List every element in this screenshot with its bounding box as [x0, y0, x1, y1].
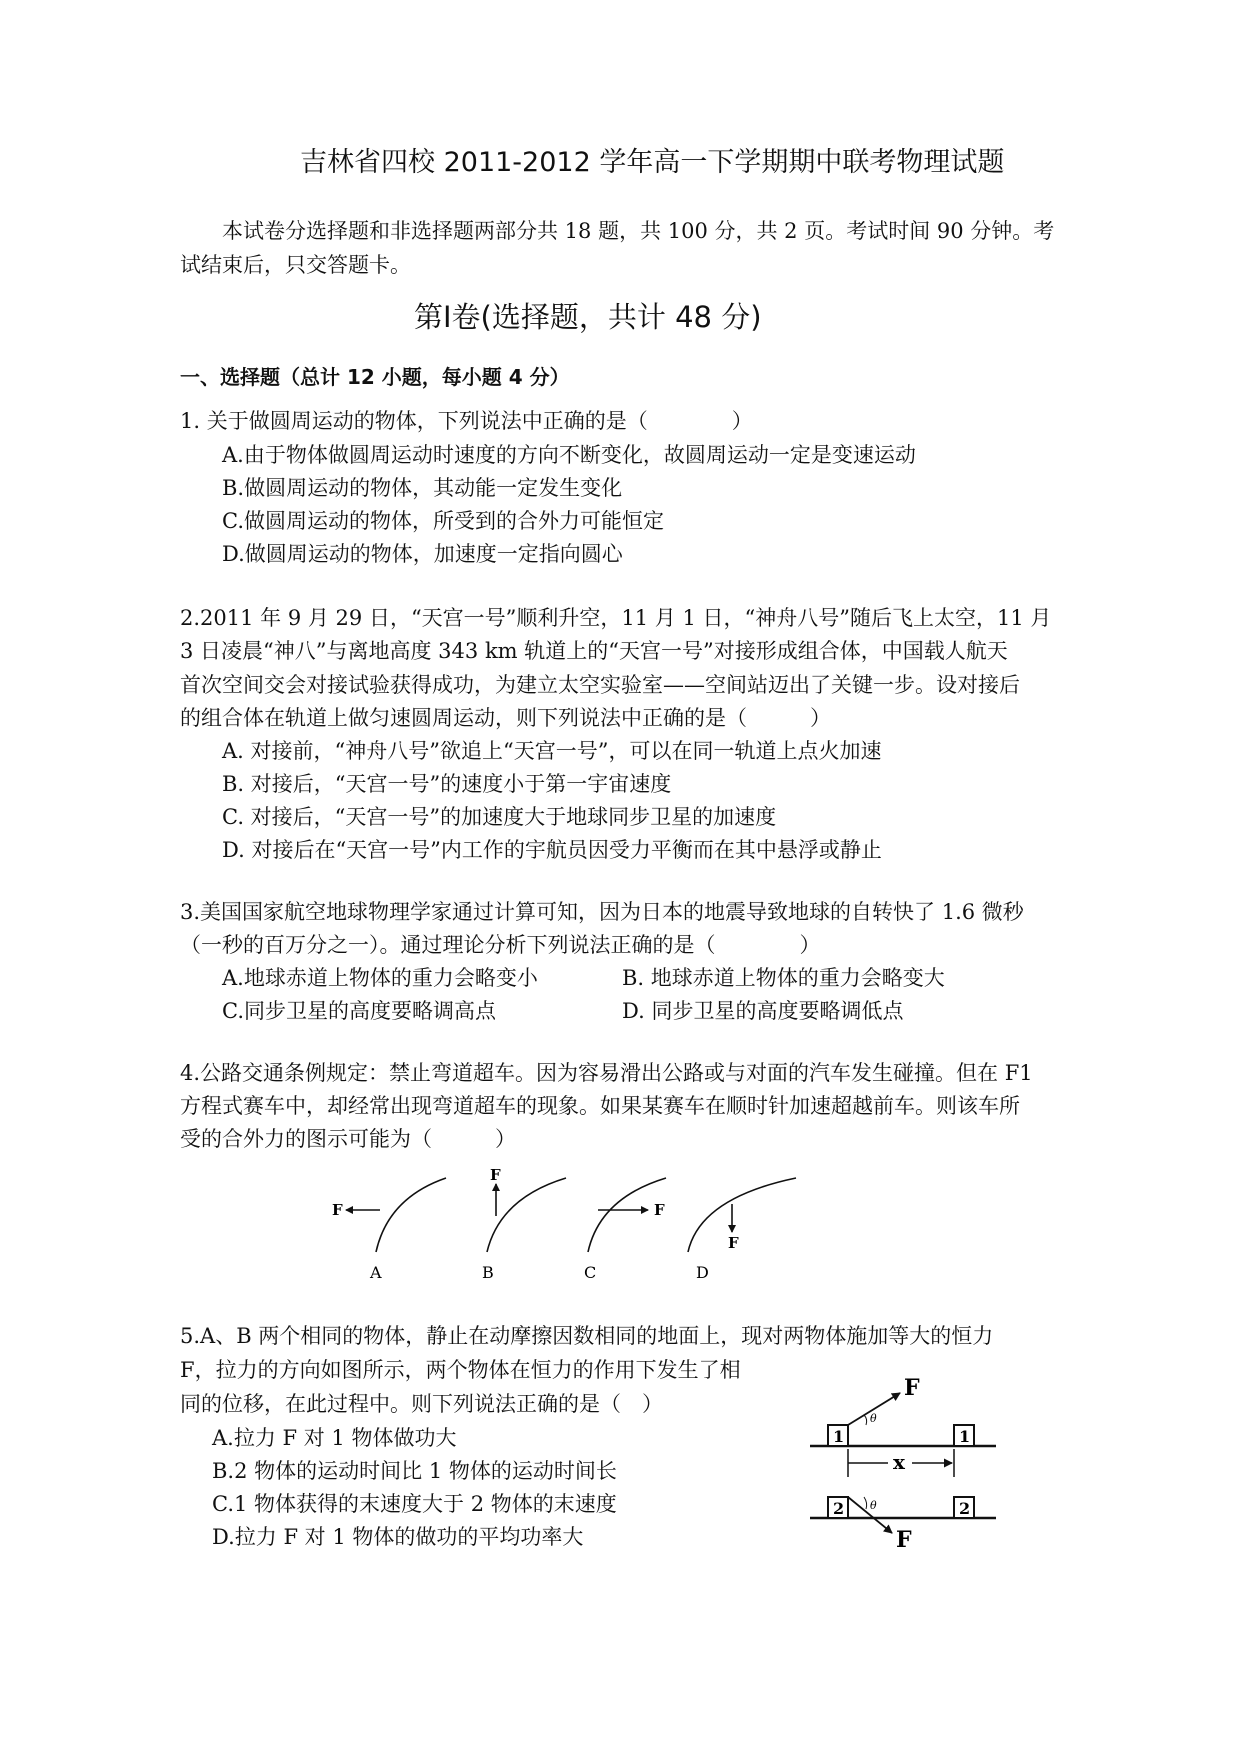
question-5-stem: 同的位移，在此过程中。则下列说法正确的是（ ）	[180, 1392, 663, 1416]
force-label-d: F	[728, 1234, 739, 1252]
question-4-stem: 4.公路交通条例规定：禁止弯道超车。因为容易滑出公路或与对面的汽车发生碰撞。但在 F1	[180, 1061, 1033, 1085]
question-2-option-d: D. 对接后在“天宫一号”内工作的宇航员因受力平衡而在其中悬浮或静止	[222, 838, 882, 862]
question-2-stem: 的组合体在轨道上做匀速圆周运动，则下列说法中正确的是（ ）	[180, 706, 831, 730]
figure-label-b: B	[482, 1263, 494, 1282]
angle-1-label: θ	[870, 1412, 877, 1425]
curve-a	[376, 1178, 446, 1252]
question-3-option-d: D. 同步卫星的高度要略调低点	[622, 999, 904, 1023]
question-5-option-c: C.1 物体获得的末速度大于 2 物体的末速度	[212, 1492, 617, 1516]
question-2-stem: 2.2011 年 9 月 29 日，“天宫一号”顺利升空，11 月 1 日，“神舟八号”随后飞上太空，11 月	[180, 606, 1052, 630]
question-5-stem: F，拉力的方向如图所示，两个物体在恒力的作用下发生了相	[180, 1358, 741, 1382]
box-1-end-label: 1	[959, 1427, 971, 1446]
figure-label-d: D	[696, 1263, 709, 1282]
force-2-label: F	[896, 1527, 912, 1553]
curve-d	[688, 1178, 796, 1252]
force-label-b: F	[490, 1166, 501, 1184]
question-2-option-a: A. 对接前，“神舟八号”欲追上“天宫一号”，可以在同一轨道上点火加速	[222, 739, 882, 763]
box-1-start-label: 1	[833, 1427, 845, 1446]
intro-line: 试结束后，只交答题卡。	[180, 253, 411, 277]
figure-label-c: C	[584, 1263, 597, 1282]
question-3-stem: 3.美国国家航空地球物理学家通过计算可知，因为日本的地震导致地球的自转快了 1.6 微秒	[180, 900, 1024, 924]
question-3-option-c: C.同步卫星的高度要略调高点	[222, 999, 496, 1023]
question-1-option-b: B.做圆周运动的物体，其动能一定发生变化	[222, 476, 623, 500]
question-2-stem: 3 日凌晨“神八”与离地高度 343 km 轨道上的“天宫一号”对接形成组合体，中国载人航天	[180, 639, 1008, 663]
question-3-option-a: A.地球赤道上物体的重力会略变小	[222, 966, 538, 990]
question-5-option-d: D.拉力 F 对 1 物体的做功的平均功率大	[212, 1525, 584, 1549]
question-2-stem: 首次空间交会对接试验获得成功，为建立太空实验室——空间站迈出了关键一步。设对接后	[180, 673, 1020, 697]
question-4-figure	[320, 1160, 820, 1285]
box-2-start-label: 2	[833, 1499, 845, 1518]
question-5-option-b: B.2 物体的运动时间比 1 物体的运动时间长	[212, 1459, 617, 1483]
force-1-label: F	[904, 1375, 920, 1401]
question-5-option-a: A.拉力 F 对 1 物体做功大	[212, 1426, 457, 1450]
page-title: 吉林省四校 2011-2012 学年高一下学期期中联考物理试题	[300, 147, 1005, 178]
question-1-option-d: D.做圆周运动的物体，加速度一定指向圆心	[222, 542, 623, 566]
section-title: 一、选择题（总计 12 小题，每小题 4 分）	[180, 365, 570, 389]
angle-2-label: θ	[870, 1499, 877, 1512]
question-5-figure	[800, 1365, 1010, 1555]
question-3-option-b: B. 地球赤道上物体的重力会略变大	[622, 966, 945, 990]
angle-1-arc	[864, 1415, 867, 1425]
force-label-a: F	[332, 1201, 343, 1219]
angle-2-arc	[864, 1497, 867, 1509]
question-3-stem: （一秒的百万分之一）。通过理论分析下列说法正确的是（ ）	[180, 933, 821, 957]
question-4-stem: 受的合外力的图示可能为（ ）	[180, 1127, 516, 1151]
question-2-option-b: B. 对接后，“天宫一号”的速度小于第一宇宙速度	[222, 772, 672, 796]
question-1-stem: 1. 关于做圆周运动的物体，下列说法中正确的是（ ）	[180, 409, 753, 433]
question-5-stem: 5.A、B 两个相同的物体，静止在动摩擦因数相同的地面上，现对两物体施加等大的恒力	[180, 1324, 994, 1348]
force-label-c: F	[654, 1201, 665, 1219]
intro-line: 本试卷分选择题和非选择题两部分共 18 题，共 100 分，共 2 页。考试时间 90 分钟。考	[222, 219, 1055, 243]
figure-label-a: A	[370, 1263, 382, 1282]
question-2-option-c: C. 对接后，“天宫一号”的加速度大于地球同步卫星的加速度	[222, 805, 777, 829]
displacement-label: x	[893, 1450, 905, 1474]
curve-b	[487, 1178, 566, 1252]
part-title: 第Ⅰ卷(选择题，共计 48 分)	[414, 300, 762, 334]
box-2-end-label: 2	[959, 1499, 971, 1518]
question-4-stem: 方程式赛车中，却经常出现弯道超车的现象。如果某赛车在顺时针加速超越前车。则该车所	[180, 1094, 1020, 1118]
question-1-option-c: C.做圆周运动的物体，所受到的合外力可能恒定	[222, 509, 664, 533]
question-1-option-a: A.由于物体做圆周运动时速度的方向不断变化，故圆周运动一定是变速运动	[222, 443, 916, 467]
